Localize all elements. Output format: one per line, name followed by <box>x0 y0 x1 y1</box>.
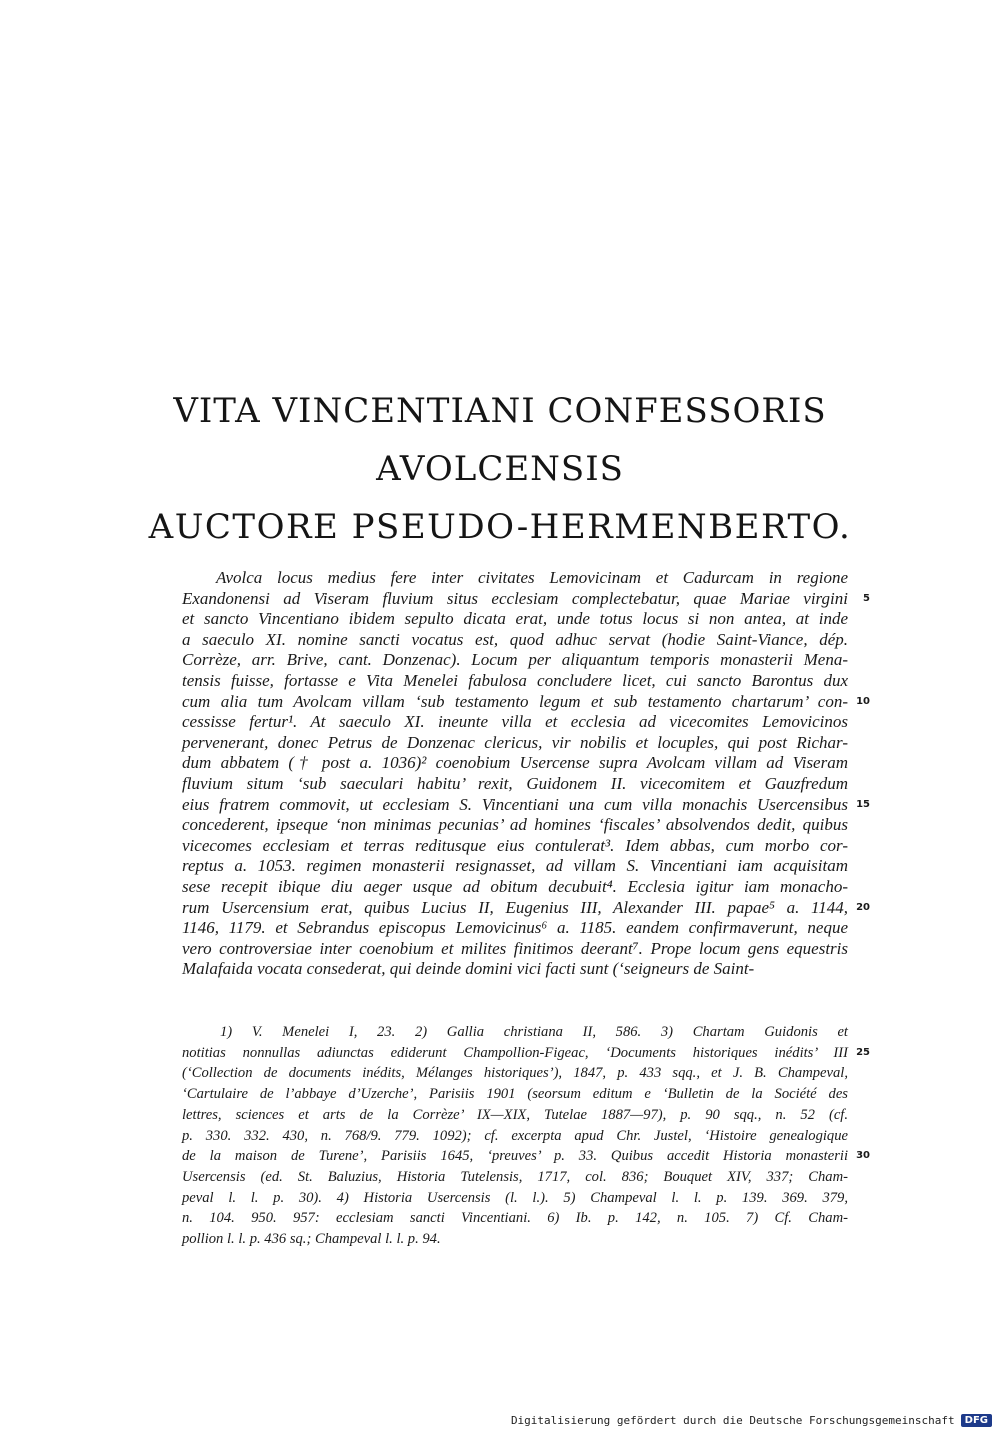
footnote-line <box>182 1022 848 1043</box>
footnote-line <box>182 1208 848 1229</box>
body-line <box>182 836 848 857</box>
dfg-logo: DFG <box>961 1414 992 1427</box>
body-line-text: Corrèze, arr. Brive, cant. Donzenac). Locum per aliquantum temporis monasterii Mena- <box>182 650 848 670</box>
body-line-text: 1146, 1179. et Sebrandus episcopus Lemovicinus⁶ a. 1185. eandem confirmaverunt, neque <box>182 918 848 938</box>
footnote-line <box>182 1084 848 1105</box>
footnote-line <box>182 1043 870 1064</box>
body-line-text: pervenerant, donec Petrus de Donzenac clericus, vir nobilis et locuples, qui post Richar- <box>182 732 848 752</box>
body-line <box>182 959 848 980</box>
body-line <box>182 753 848 774</box>
body-line-text: rum Usercensium erat, quibus Lucius II, Eugenius III, Alexander III. papae⁵ a. 1144, <box>182 897 848 917</box>
body-text <box>182 568 870 980</box>
footnote-line-text: 1) V. Menelei I, 23. 2) Gallia christiana II, 586. 3) Chartam Guidonis et <box>220 1024 848 1040</box>
footnote-line-text: de la maison de Turene’, Parisiis 1645, ‘preuves’ p. 33. Quibus accedit Historia monasterii <box>182 1148 848 1165</box>
footnote-line-text: p. 330. 332. 430, n. 768/9. 779. 1092); cf. excerpta apud Chr. Justel, ‘Histoire genealogique <box>182 1127 848 1144</box>
title-line-2: AVOLCENSIS <box>376 449 624 489</box>
line-number: 20 <box>856 901 870 913</box>
footnote-line <box>182 1146 870 1167</box>
line-number: 25 <box>856 1046 870 1058</box>
line-number: 10 <box>856 695 870 707</box>
footnote-line-text: peval l. l. p. 30). 4) Historia Usercensis (l. l.). 5) Champeval l. l. p. 139. 369. 379, <box>182 1189 848 1206</box>
title-line-3: AUCTORE PSEUDO-HERMENBERTO. <box>148 507 852 547</box>
body-line <box>182 712 848 733</box>
body-line <box>182 794 870 816</box>
body-line <box>182 609 848 630</box>
body-line <box>182 630 848 651</box>
body-line <box>182 815 848 836</box>
footnote-line-text: n. 104. 950. 957: ecclesiam sancti Vincentiani. 6) Ib. p. 142, n. 105. 7) Cf. Cham- <box>182 1210 848 1227</box>
body-line <box>182 568 848 589</box>
footnote-line <box>182 1105 848 1126</box>
footnote-line-text: ‘Cartulaire de l’abbaye d’Uzerche’, Parisiis 1901 (seorsum editum e ‘Bulletin de la Société des <box>182 1086 848 1103</box>
footnote-line-text: Usercensis (ed. St. Baluzius, Historia Tutelensis, 1717, col. 836; Bouquet XIV, 337; Cham- <box>182 1168 848 1185</box>
footnote-line <box>182 1063 848 1084</box>
body-line-text: et sancto Vincentiano ibidem sepulto dicata erat, unde totus locus si non antea, at inde <box>182 609 848 629</box>
body-line-text: tensis fuisse, fortasse e Vita Menelei fabulosa concludere licet, cui sancto Barontus dux <box>182 670 848 690</box>
body-line-text: a saeculo XI. nomine sancti vocatus est, quod adhuc servat (hodie Saint-Viance, dép. <box>182 629 848 649</box>
footnote-line <box>182 1167 848 1188</box>
footnote-line-text: pollion l. l. p. 436 sq.; Champeval l. l. p. 94. <box>182 1231 441 1248</box>
footnotes <box>182 1022 870 1250</box>
body-line <box>182 733 848 754</box>
line-number: 5 <box>863 592 870 604</box>
footnote-line <box>182 1126 848 1147</box>
body-line-text: Malafaida vocata consederat, qui deinde domini vici facti sunt (‘seigneurs de Saint- <box>182 959 755 979</box>
footnote-line-text: (‘Collection de documents inédits, Mélanges historiques’), 1847, p. 433 sqq., et J. B. Champeval, <box>182 1065 848 1082</box>
body-line-text: vicecomes ecclesiam et terras reditusque eius contulerat³. Idem abbas, cum morbo cor- <box>182 835 848 855</box>
body-line <box>182 671 848 692</box>
body-line-text: cum alia tum Avolcam villam ‘sub testamento legum et sub testamento chartarum’ con- <box>182 691 848 711</box>
footnote-line-text: notitias nonnullas adiunctas ediderunt Champollion-Figeac, ‘Documents historiques inédits’ III <box>182 1044 848 1061</box>
body-line-text: vero controversiae inter coenobium et milites finitimos deerant⁷. Prope locum gens equestris <box>182 938 848 958</box>
body-line <box>182 588 870 610</box>
footnote-line <box>182 1229 848 1250</box>
digitization-credit <box>511 1412 992 1428</box>
body-line-text: reptus a. 1053. regimen monasterii resignasset, ad villam S. Vincentiani iam acquisitam <box>182 856 848 876</box>
body-line <box>182 774 848 795</box>
body-line-text: sese recepit ibique diu aeger usque ad obitum decubuit⁴. Ecclesia igitur iam monacho- <box>182 876 848 896</box>
title-line-1: VITA VINCENTIANI CONFESSORIS <box>173 391 827 431</box>
footnote-line-text: lettres, sciences et arts de la Corrèze’ IX—XIX, Tutelae 1887—97), p. 90 sqq., n. 52 (cf. <box>182 1106 848 1123</box>
body-line-text: eius fratrem commovit, ut ecclesiam S. Vincentiani una cum villa monachis Usercensibus <box>182 794 848 814</box>
body-line <box>182 877 848 898</box>
body-line-text: dum abbatem († post a. 1036)² coenobium Usercense supra Avolcam villam ad Viseram <box>182 753 848 773</box>
body-line <box>182 897 870 919</box>
title-block <box>0 382 1000 556</box>
body-line-text: fluvium situm ‘sub saeculari habitu’ rexit, Guidonem II. vicecomitem et Gauzfredum <box>182 773 848 793</box>
line-number: 30 <box>856 1150 870 1162</box>
footnote-line <box>182 1188 848 1209</box>
body-line-text: concederent, ipseque ‘non minimas pecunias’ ad homines ‘fiscales’ absolvendos dedit, quibus <box>182 815 848 835</box>
body-line-text: Avolca locus medius fere inter civitates Lemovicinam et Cadurcam in regione <box>216 568 848 587</box>
body-line <box>182 691 870 713</box>
body-line <box>182 650 848 671</box>
line-number: 15 <box>856 798 870 810</box>
body-line <box>182 856 848 877</box>
credit-text: Digitalisierung gefördert durch die Deutsche Forschungsgemeinschaft <box>510 1413 955 1427</box>
body-line <box>182 939 848 960</box>
body-line-text: cessisse fertur¹. At saeculo XI. ineunte villa et ecclesia ad vicecomites Lemovicinos <box>182 712 848 732</box>
body-line <box>182 918 848 939</box>
body-line-text: Exandonensi ad Viseram fluvium situs ecclesiam complectebatur, quae Mariae virgini <box>182 588 848 608</box>
